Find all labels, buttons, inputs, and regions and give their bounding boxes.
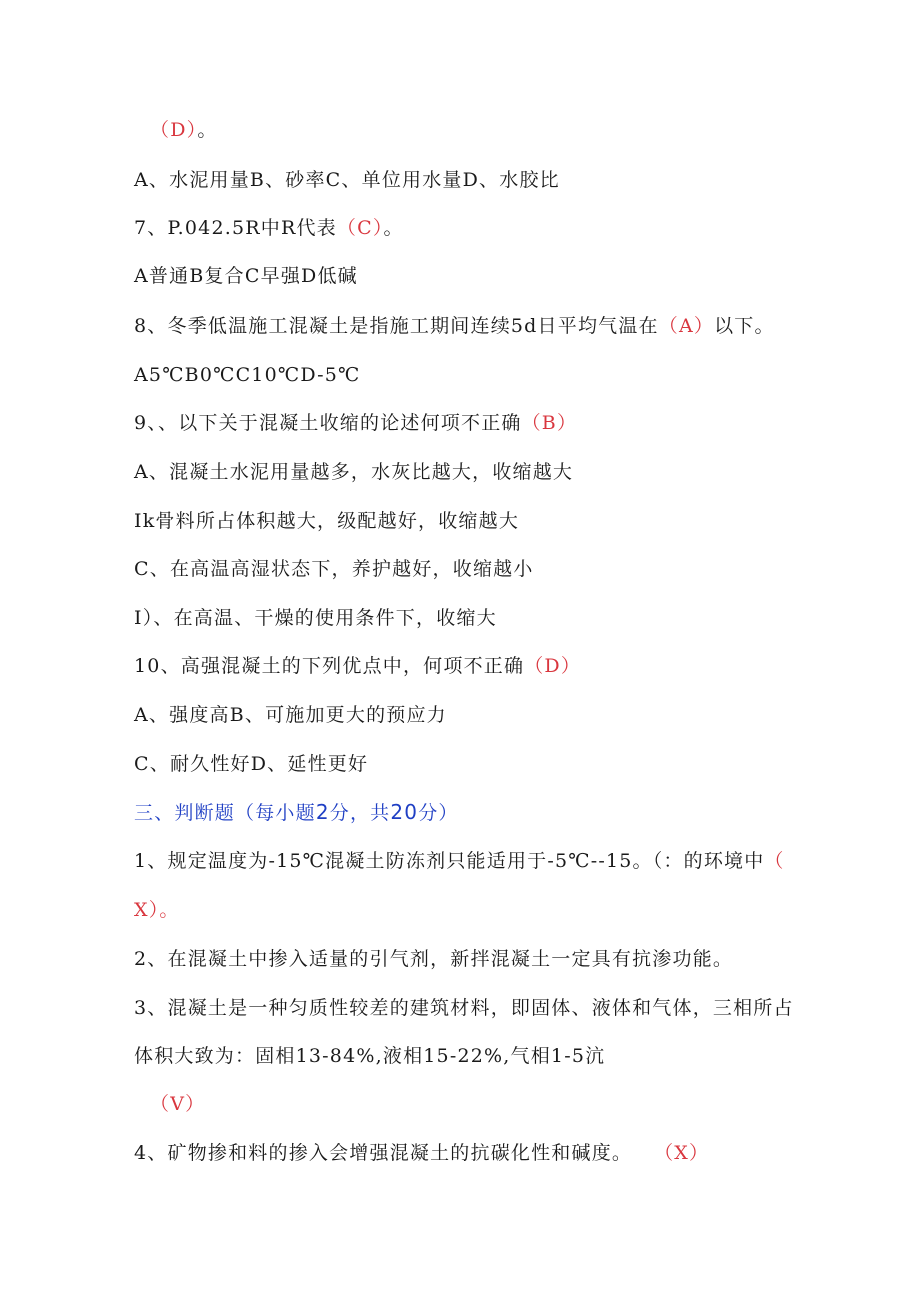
answer-line-6 [150,116,800,144]
answer-mark: （X） [654,1142,710,1164]
section-total: 20 [390,800,419,824]
option-9b [134,507,800,535]
answer-mark: （D） [524,655,582,677]
section-points: 2 [315,800,330,824]
line-text: Ik骨料所占体积越大，级配越好，收缩越大 [134,510,520,532]
line-tail: 。 [383,217,404,239]
line-text: 1、规定温度为-15℃混凝土防冻剂只能适用于-5℃--15。（：的环境中 [134,850,765,872]
line-text: 2、在混凝土中掺入适量的引气剂，新拌混凝土一定具有抗渗功能。 [134,948,734,970]
options-10b [134,750,800,778]
section-prefix: 三、判断题（每小题 [134,802,316,824]
option-9a [134,458,800,486]
question-7 [134,214,800,242]
line-text: 7、P.042.5R中R代表 [134,217,337,239]
line-text: A5℃B0℃C10℃D-5℃ [134,364,361,386]
line-text: I）、在高温、干燥的使用条件下，收缩大 [134,607,497,629]
line-text: 9、、以下关于混凝土收缩的论述何项不正确 [134,412,522,434]
line-text: A普通B复合C早强D低碱 [134,265,358,287]
answer-mark: （D） [150,119,198,141]
answer-mark: （ [764,850,785,872]
options-7 [134,262,800,290]
judge-4 [134,1139,800,1167]
judge-1 [134,847,800,875]
line-text: 4、矿物掺和料的掺入会增强混凝土的抗碳化性和碱度。 [134,1142,633,1164]
question-8 [134,312,800,340]
line-text: A、强度高B、可施加更大的预应力 [134,704,447,726]
line-text: 3、混凝土是一种匀质性较差的建筑材料，即固体、液体和气体，三相所占 [134,997,794,1019]
section-suffix: 分） [418,802,459,824]
line-text: 10、高强混凝土的下列优点中，何项不正确 [134,655,525,677]
judge-3-answer [150,1090,800,1118]
options-8 [134,361,800,389]
section-mid: 分，共 [329,802,391,824]
judge-1-answer [134,896,800,924]
options-10a [134,701,800,729]
line-text: C、在高温高湿状态下，养护越好，收缩越小 [134,558,534,580]
line-text: A、水泥用量B、砂率C、单位用水量D、水胶比 [134,169,560,191]
answer-mark: （B） [521,412,578,434]
question-10 [134,652,800,680]
answer-mark: （C） [336,217,384,239]
options-6 [134,166,800,194]
option-9d [134,604,800,632]
judge-3-cont [134,1042,800,1070]
line-tail: 。 [197,119,218,141]
question-9 [134,409,800,437]
answer-mark: （V） [150,1093,206,1115]
answer-mark: X）。 [134,899,180,921]
answer-mark: （A） [658,315,715,337]
line-text: C、耐久性好D、延性更好 [134,753,369,775]
judge-3 [134,994,800,1022]
line-text: 体积大致为：固相13-84%,液相15-22%,气相1-5沆 [134,1045,606,1067]
line-text: 8、冬季低温施工混凝土是指施工期间连续5d日平均气温在 [134,315,659,337]
line-tail: 以下。 [714,315,775,337]
line-text: A、混凝土水泥用量越多，水灰比越大，收缩越大 [134,461,574,483]
section-heading [134,798,800,827]
option-9c [134,555,800,583]
judge-2 [134,945,800,973]
